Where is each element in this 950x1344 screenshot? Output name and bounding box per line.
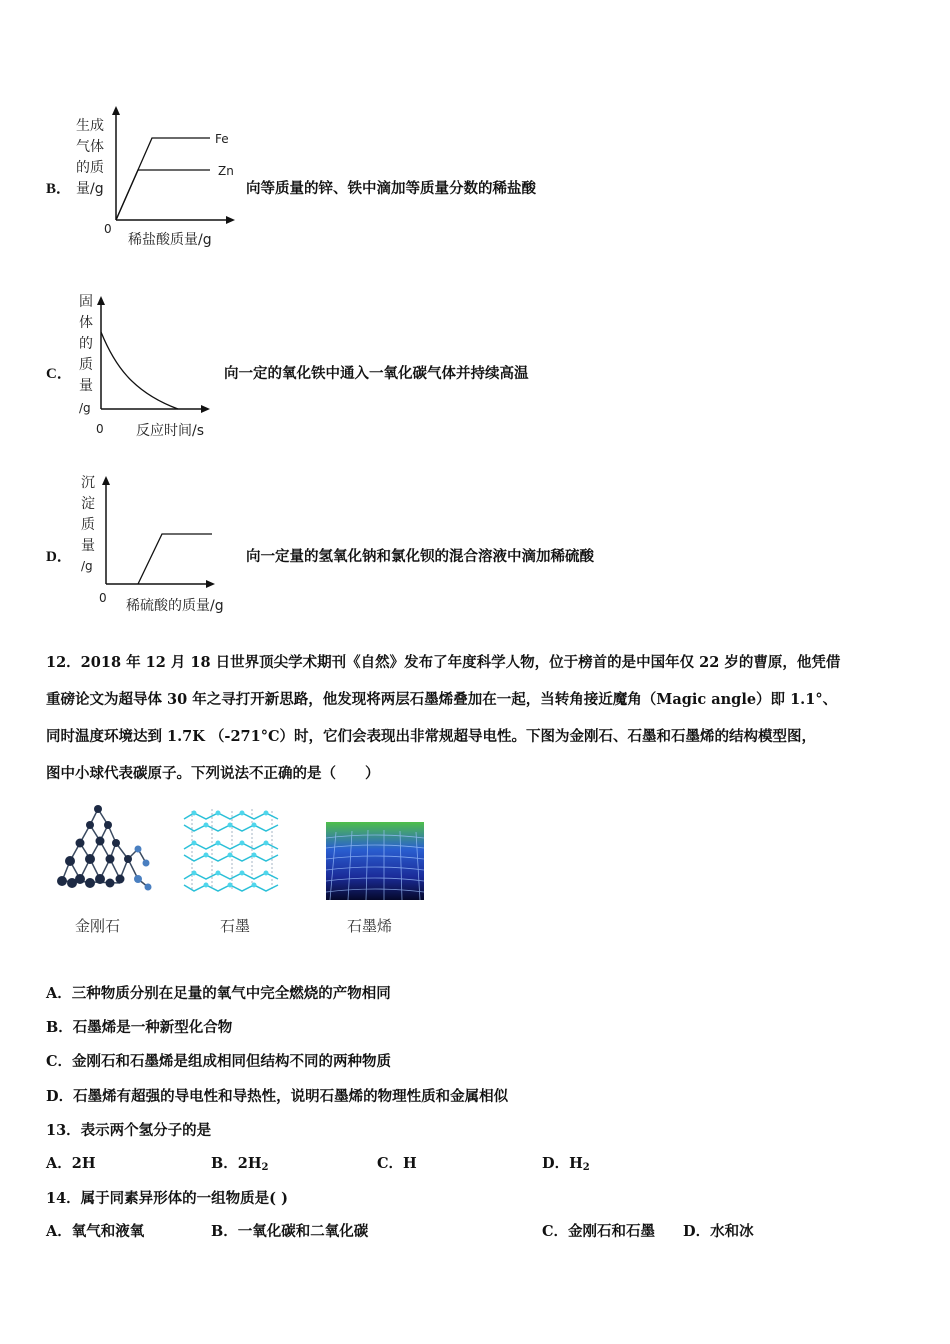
x-axis-arrow xyxy=(226,216,235,224)
graphene-structure-image xyxy=(326,822,424,900)
q13-option-d: D．$H_2$ xyxy=(542,1155,590,1173)
option-c-label: C． xyxy=(46,366,72,382)
q14-stem: 14．属于同素异形体的一组物质是( ) xyxy=(46,1190,288,1207)
option-c-desc: 向一定的氧化铁中通入一氧化碳气体并持续高温 xyxy=(224,365,529,382)
q12-line-1: 12．2018 年 12 月 18 日世界顶尖学术期刊《自然》发布了年度科学人物，位于榜首的是中国年仅 22 岁的曹原，他凭借 xyxy=(46,654,841,671)
x-label: 稀盐酸质量/g xyxy=(128,232,212,248)
y-axis-arrow xyxy=(112,106,120,115)
chart-c xyxy=(70,288,230,443)
q12-option-b: B．石墨烯是一种新型化合物 xyxy=(46,1019,233,1036)
y-label-1: 固 xyxy=(79,294,93,310)
y-label-5: 量 xyxy=(79,378,93,394)
y-label-3: 的质 xyxy=(76,160,104,176)
chart-d xyxy=(70,470,250,620)
q12-option-d: D．石墨烯有超强的导电性和导热性，说明石墨烯的物理性质和金属相似 xyxy=(46,1088,509,1105)
y-label-6: /g xyxy=(79,401,91,415)
y-label-1: 生成 xyxy=(76,118,104,134)
y-label-3: 的 xyxy=(79,336,93,352)
chart-b xyxy=(70,100,250,255)
q13-stem: 13．表示两个氢分子的是 xyxy=(46,1122,212,1139)
x-axis-arrow xyxy=(206,580,215,588)
graphite-structure-image xyxy=(180,805,285,897)
origin: 0 xyxy=(96,422,104,436)
option-b-desc: 向等质量的锌、铁中滴加等质量分数的稀盐酸 xyxy=(246,180,536,197)
y-axis-arrow xyxy=(97,296,105,305)
precipitate-curve xyxy=(138,534,212,584)
y-label-5: /g xyxy=(81,559,93,573)
option-d-desc: 向一定量的氢氧化钠和氯化钡的混合溶液中滴加稀硫酸 xyxy=(246,548,594,565)
caption-graphite: 石墨 xyxy=(220,917,251,935)
q12-line-3: 同时温度环境达到 1.7K （-271°C）时，它们会表现出非常规超导电性。下图为金刚石、石墨和石墨烯的结构模型图， xyxy=(46,728,816,745)
fe-curve xyxy=(116,138,210,220)
y-label-3: 质 xyxy=(81,517,95,533)
origin: 0 xyxy=(104,222,112,236)
y-label-2: 体 xyxy=(79,315,93,331)
q12-option-a: A．三种物质分别在足量的氧气中完全燃烧的产物相同 xyxy=(46,985,391,1002)
option-d-label: D． xyxy=(46,549,72,565)
q14-option-b: B．一氧化碳和二氧化碳 xyxy=(211,1223,369,1240)
y-axis-arrow xyxy=(102,476,110,485)
caption-graphene: 石墨烯 xyxy=(347,917,393,935)
y-label-4: 质 xyxy=(79,357,93,373)
x-label: 稀硫酸的质量/g xyxy=(126,598,224,614)
y-label-4: 量 xyxy=(81,538,95,554)
zn-curve xyxy=(116,170,210,220)
q14-option-a: A．氧气和液氧 xyxy=(46,1223,145,1240)
y-label-2: 淀 xyxy=(81,496,95,512)
fe-label: Fe xyxy=(215,132,229,146)
x-label: 反应时间/s xyxy=(136,423,205,439)
q12-line-2: 重磅论文为超导体 30 年之寻打开新思路，他发现将两层石墨烯叠加在一起，当转角接近魔角（Magic angle）即 1.1°、 xyxy=(46,691,838,708)
origin: 0 xyxy=(99,591,107,605)
q12-line-4: 图中小球代表碳原子。下列说法不正确的是（ ） xyxy=(46,765,380,782)
solid-mass-curve xyxy=(101,332,178,409)
q12-option-c: C．金刚石和石墨烯是组成相同但结构不同的两种物质 xyxy=(46,1053,392,1070)
y-label-1: 沉 xyxy=(81,475,95,491)
caption-diamond: 金刚石 xyxy=(75,917,121,935)
x-axis-arrow xyxy=(201,405,210,413)
q13-option-a: A．2H xyxy=(46,1155,96,1172)
y-label-2: 气体 xyxy=(76,139,104,155)
diamond-structure-image xyxy=(50,803,160,898)
y-label-4: 量/g xyxy=(76,181,104,197)
zn-label: Zn xyxy=(218,164,234,178)
q14-option-c: C．金刚石和石墨 xyxy=(542,1223,656,1240)
q12-stem xyxy=(46,644,916,792)
q13-option-c: C．H xyxy=(377,1155,417,1172)
q14-option-d: D．水和冰 xyxy=(683,1223,754,1240)
option-b-label: B． xyxy=(46,181,72,197)
q13-option-b: B．$2H_2$ xyxy=(211,1155,269,1173)
